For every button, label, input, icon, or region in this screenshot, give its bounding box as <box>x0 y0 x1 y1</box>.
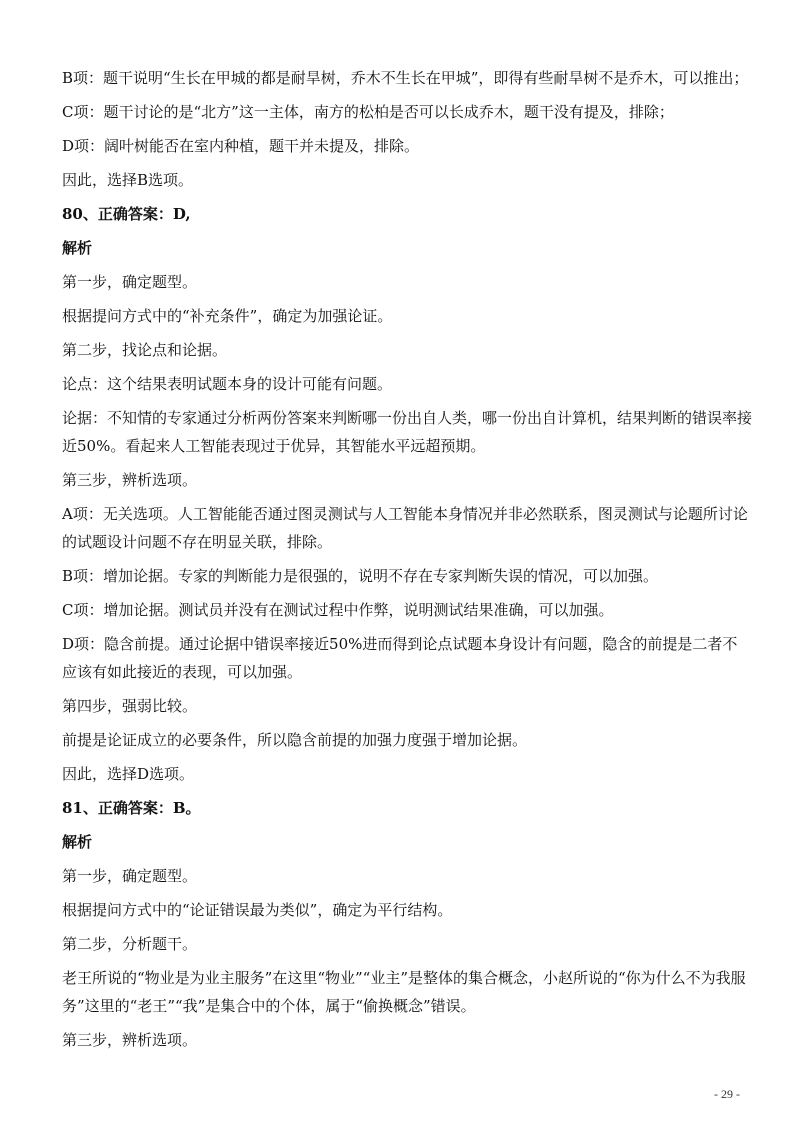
paragraph: 第三步，辨析选项。 <box>62 1031 198 1049</box>
paragraph: 第四步，强弱比较。 <box>62 697 198 715</box>
paragraph: 第二步，找论点和论据。 <box>62 341 228 359</box>
paragraph: B项：增加论据。专家的判断能力是很强的，说明不存在专家判断失误的情况，可以加强。 <box>62 567 659 585</box>
paragraph: 第一步，确定题型。 <box>62 273 198 291</box>
paragraph: 根据提问方式中的“论证错误最为类似”，确定为平行结构。 <box>62 901 453 919</box>
paragraph-c-option: C项：题干讨论的是“北方”这一主体，南方的松柏是否可以长成乔木，题干没有提及，排除； <box>62 103 674 121</box>
paragraph: 论据：不知情的专家通过分析两份答案来判断哪一份出自人类，哪一份出自计算机，结果判断的错误率接近50%。看起来人工智能表现过于优异，其智能水平远超预期。 <box>62 409 753 455</box>
paragraph: 论点：这个结果表明试题本身的设计可能有问题。 <box>62 375 393 393</box>
document-body <box>62 64 752 1060</box>
paragraph-d-option: D项：阔叶树能否在室内种植，题干并未提及，排除。 <box>62 137 420 155</box>
paragraph: A项：无关选项。人工智能能否通过图灵测试与人工智能本身情况并非必然联系，图灵测试与论题所讨论的试题设计问题不存在明显关联，排除。 <box>62 505 748 551</box>
page-number: - 29 - <box>714 1087 740 1101</box>
paragraph: 因此，选择D选项。 <box>62 765 195 783</box>
paragraph: 前提是论证成立的必要条件，所以隐含前提的加强力度强于增加论据。 <box>62 731 528 749</box>
paragraph: 老王所说的“物业是为业主服务”在这里“物业”“业主”是整体的集合概念，小赵所说的“你为什么不为我服务”这里的“老王”“我”是集合中的个体，属于“偷换概念”错误。 <box>62 969 746 1015</box>
analysis-heading: 解析 <box>62 833 93 851</box>
paragraph-b-option: B项：题干说明“生长在甲城的都是耐旱树，乔木不生长在甲城”，即得有些耐旱树不是乔木，可以推出； <box>62 69 749 87</box>
paragraph: 第二步，分析题干。 <box>62 935 198 953</box>
paragraph: C项：增加论据。测试员并没有在测试过程中作弊，说明测试结果准确，可以加强。 <box>62 601 614 619</box>
paragraph: 根据提问方式中的“补充条件”，确定为加强论证。 <box>62 307 393 325</box>
answer-heading-81: 81、正确答案：B。 <box>62 799 201 817</box>
paragraph: D项：隐含前提。通过论据中错误率接近50%进而得到论点试题本身设计有问题，隐含的前提是二者不应该有如此接近的表现，可以加强。 <box>62 635 738 681</box>
paragraph: 第一步，确定题型。 <box>62 867 198 885</box>
paragraph-conclusion: 因此，选择B选项。 <box>62 171 194 189</box>
analysis-heading: 解析 <box>62 239 93 257</box>
paragraph: 第三步，辨析选项。 <box>62 471 198 489</box>
answer-heading-80: 80、正确答案：D, <box>62 205 191 223</box>
